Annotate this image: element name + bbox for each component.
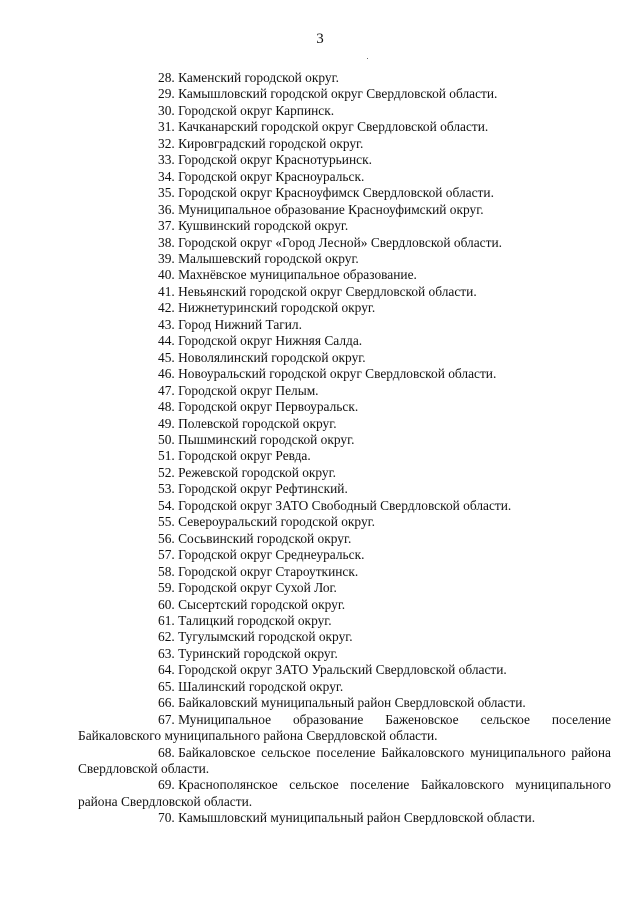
list-item [78, 432, 611, 448]
list-item [78, 383, 611, 399]
list-item-text: Новолялинский городской округ. [178, 349, 366, 365]
list-item [78, 202, 611, 218]
list-item-text: Кировградский городской округ. [178, 135, 364, 151]
list-item-text: Шалинский городской округ. [178, 678, 344, 694]
list-item [78, 465, 611, 481]
list-item-number: 60. [158, 596, 175, 612]
list-item-number: 66. [158, 695, 175, 711]
list-item-number: 58. [158, 563, 175, 579]
list-item [78, 448, 611, 464]
list-item-text: Городской округ ЗАТО Уральский Свердловской области. [178, 662, 507, 678]
list-item-text: Городской округ «Город Лесной» Свердловской области. [178, 234, 502, 250]
page-number: 3 [316, 31, 324, 47]
list-item-text: Городской округ ЗАТО Свободный Свердловской области. [178, 497, 512, 513]
list-item [78, 712, 611, 745]
list-item-text: Сысертский городской округ. [178, 596, 346, 612]
list-item [78, 251, 611, 267]
list-item [78, 745, 611, 778]
list-item [78, 86, 611, 102]
list-item-text: Режевской городской округ. [178, 464, 336, 480]
list-item-number: 52. [158, 464, 175, 480]
list-item-text: Городской округ Староуткинск. [178, 563, 359, 579]
list-item [78, 498, 611, 514]
list-item-text: Городской округ Сухой Лог. [178, 580, 337, 596]
list-item [78, 481, 611, 497]
list-item-number: 65. [158, 678, 175, 694]
list-item-number: 29. [158, 86, 175, 102]
list-item-number: 43. [158, 316, 175, 332]
scan-speck [367, 58, 368, 59]
list-item [78, 317, 611, 333]
list-item-number: 31. [158, 119, 175, 135]
list-item-number: 41. [158, 283, 175, 299]
list-item-number: 63. [158, 645, 175, 661]
list-item-number: 46. [158, 366, 175, 382]
list-item-number: 54. [158, 497, 175, 513]
list-item [78, 679, 611, 695]
list-item-number: 56. [158, 530, 175, 546]
list-item-text: Городской округ Краснотурьинск. [178, 152, 372, 168]
list-item-text: Полевской городской округ. [178, 415, 337, 431]
list-item [78, 646, 611, 662]
list-item [78, 662, 611, 678]
list-item [78, 284, 611, 300]
list-item [78, 695, 611, 711]
list-item-text: Муниципальное образование Баженовское сельское поселение Байкаловского муниципального района Свердловской области. [78, 711, 611, 744]
list-item-text: Камышловский городской округ Свердловской области. [178, 86, 498, 102]
list-item-text: Кушвинский городской округ. [178, 218, 349, 234]
list-item-text: Городской округ Красноуфимск Свердловской области. [178, 185, 494, 201]
list-item-text: Городской округ Среднеуральск. [178, 547, 365, 563]
list-item-number: 42. [158, 300, 175, 316]
list-item-text: Новоуральский городской округ Свердловской области. [178, 366, 497, 382]
list-item-text: Муниципальное образование Красноуфимский округ. [178, 201, 484, 217]
list-item-number: 62. [158, 629, 175, 645]
list-item-number: 53. [158, 481, 175, 497]
list-item-text: Краснополянское сельское поселение Байкаловского муниципального района Свердловской области. [78, 777, 611, 809]
list-item-number: 68. [158, 744, 175, 760]
list-item-text: Городской округ Карпинск. [178, 102, 335, 118]
list-item-text: Качканарский городской округ Свердловской области. [178, 119, 489, 135]
list-item [78, 119, 611, 135]
list-item-number: 38. [158, 234, 175, 250]
list-item-text: Городской округ Нижняя Салда. [178, 333, 363, 349]
list-item [78, 366, 611, 382]
list-item [78, 580, 611, 596]
list-item-text: Североуральский городской округ. [178, 514, 375, 530]
list-item-number: 36. [158, 201, 175, 217]
list-item-text: Городской округ Рефтинский. [178, 481, 348, 497]
list-item [78, 103, 611, 119]
list-item-text: Малышевский городской округ. [178, 250, 359, 266]
list-item-number: 32. [158, 135, 175, 151]
list-item-number: 47. [158, 382, 175, 398]
list-item [78, 399, 611, 415]
list-item-number: 57. [158, 547, 175, 563]
list-item-number: 45. [158, 349, 175, 365]
list-item-text: Пышминский городской округ. [178, 431, 355, 447]
list-item-text: Талицкий городской округ. [178, 612, 332, 628]
list-item [78, 531, 611, 547]
list-item-number: 55. [158, 514, 175, 530]
list-item [78, 514, 611, 530]
list-item-text: Махнёвское муниципальное образование. [178, 267, 417, 283]
list-item [78, 810, 611, 826]
list-item-text: Тугулымский городской округ. [178, 629, 353, 645]
list-item [78, 777, 611, 810]
list-item-number: 51. [158, 448, 175, 464]
list-item-text: Байкаловский муниципальный район Свердловской области. [178, 695, 526, 711]
list-item-number: 33. [158, 152, 175, 168]
list-item-number: 40. [158, 267, 175, 283]
list-item-number: 59. [158, 580, 175, 596]
list-item-text: Камышловский муниципальный район Свердловской области. [178, 810, 536, 826]
list-item-text: Городской округ Первоуральск. [178, 399, 359, 415]
list-item-number: 37. [158, 218, 175, 234]
list-item [78, 185, 611, 201]
list-item-text: Туринский городской округ. [178, 645, 338, 661]
list-item-text: Нижнетуринский городской округ. [178, 300, 376, 316]
list-item-number: 28. [158, 70, 175, 85]
list-item-number: 64. [158, 662, 175, 678]
list-item [78, 333, 611, 349]
list-item-number: 30. [158, 102, 175, 118]
list-item-number: 44. [158, 333, 175, 349]
list-item-number: 70. [158, 810, 175, 826]
list-item [78, 235, 611, 251]
list-item-number: 48. [158, 399, 175, 415]
list-item-text: Город Нижний Тагил. [178, 316, 302, 332]
list-item-number: 49. [158, 415, 175, 431]
list-item [78, 218, 611, 234]
list-item [78, 613, 611, 629]
list-item [78, 169, 611, 185]
list-item-text: Невьянский городской округ Свердловской области. [178, 283, 477, 299]
list-item [78, 70, 611, 86]
list-item [78, 547, 611, 563]
list-item-number: 35. [158, 185, 175, 201]
list-item [78, 629, 611, 645]
list-item-number: 34. [158, 168, 175, 184]
list-item-text: Городской округ Ревда. [178, 448, 311, 464]
list-item-number: 50. [158, 431, 175, 447]
list-item [78, 564, 611, 580]
list-item [78, 416, 611, 432]
list-item [78, 300, 611, 316]
municipality-list [78, 70, 611, 827]
list-item [78, 350, 611, 366]
list-item-number: 69. [158, 777, 175, 793]
list-item [78, 597, 611, 613]
list-item-text: Городской округ Пелым. [178, 382, 319, 398]
list-item-number: 39. [158, 250, 175, 266]
list-item [78, 267, 611, 283]
list-item-text: Каменский городской округ. [178, 70, 339, 85]
list-item-text: Байкаловское сельское поселение Байкаловского муниципального района Свердловской области. [78, 744, 611, 777]
list-item-text: Городской округ Красноуральск. [178, 168, 365, 184]
list-item-text: Сосьвинский городской округ. [178, 530, 352, 546]
list-item [78, 136, 611, 152]
list-item-number: 67. [158, 711, 175, 727]
list-item [78, 152, 611, 168]
list-item-number: 61. [158, 612, 175, 628]
